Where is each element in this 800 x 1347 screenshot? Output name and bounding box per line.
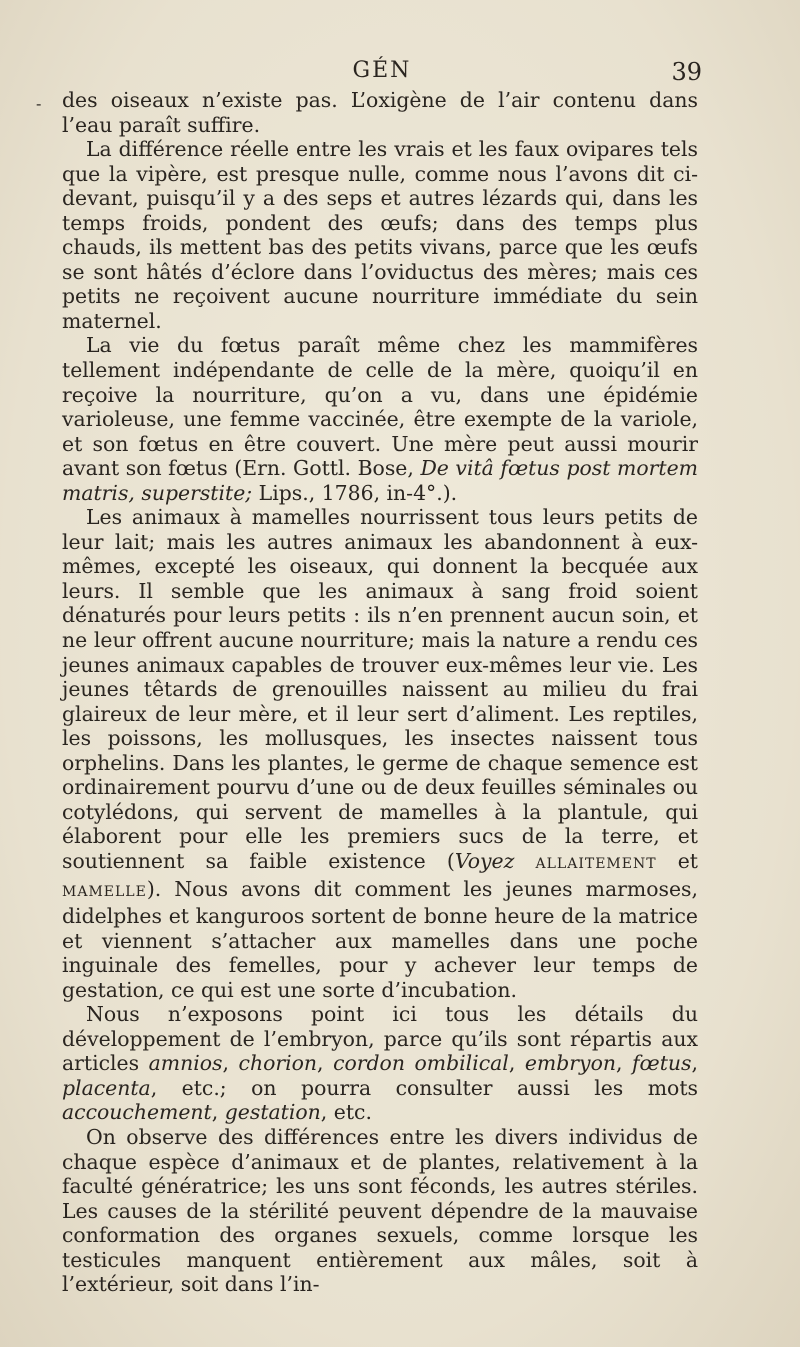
small-caps-run: MAMELLE bbox=[62, 883, 147, 900]
page-header bbox=[62, 58, 702, 88]
italic-run: De vitâ fœtus post mortem matris, superstite; bbox=[62, 456, 698, 505]
paragraph bbox=[62, 1002, 698, 1125]
paragraph bbox=[62, 505, 698, 1002]
paragraph bbox=[62, 333, 698, 505]
italic-run: Voyez bbox=[454, 848, 515, 873]
text-run: , bbox=[222, 1051, 239, 1076]
text-run: , etc.; on pourra consulter aussi les mots bbox=[150, 1075, 698, 1100]
text-run: Lips., 1786, in-4°.). bbox=[252, 480, 458, 505]
margin-mark: - bbox=[36, 94, 42, 113]
text-run: , etc. bbox=[320, 1100, 372, 1125]
text-run: On observe des différences entre les divers individus de chaque espèce d’animaux et de plantes, relativement à la faculté génératrice; les uns sont féconds, les autres stériles. Les causes de la stérilité peuvent dépendre de la mauvaise conformation des organes sexuels, comme lorsque les testicules manquent entièrement aux mâles, soit à l’extérieur, soit dans l’in- bbox=[62, 1124, 698, 1297]
text-run: , bbox=[691, 1051, 698, 1076]
italic-run: placenta bbox=[62, 1075, 151, 1100]
italic-run: embryon bbox=[524, 1051, 616, 1076]
text-run: ). Nous avons dit comment les jeunes marmoses, didelphes et kanguroos sortent de bonne heure de la matrice et viennent s’attacher aux mamelles dans une poche inguinale des femelles, pour y achever leur temps de gestation, ce qui est une sorte d’incubation. bbox=[62, 876, 698, 1002]
text-run: , bbox=[317, 1051, 334, 1076]
paragraph bbox=[62, 1125, 698, 1297]
running-title: GÉN bbox=[352, 58, 412, 83]
italic-run: accouchement bbox=[62, 1100, 212, 1125]
page-number: 39 bbox=[671, 58, 702, 86]
text-run: , bbox=[615, 1051, 632, 1076]
text-run: , bbox=[211, 1100, 225, 1125]
small-caps-run: ALLAITEMENT bbox=[535, 855, 657, 872]
text-run bbox=[514, 849, 535, 873]
text-run: Nous n’exposons point ici tous les détails du développement de l’embryon, parce qu’ils sont répartis aux articles bbox=[62, 1002, 698, 1076]
italic-run: amnios bbox=[148, 1051, 223, 1076]
text-run: La différence réelle entre les vrais et les faux ovipares tels que la vipère, est presque nulle, comme nous l’avons dit ci-devant, puisqu’il y a des seps et autres lézards qui, dans les temps froids, pondent des œufs; dans des temps plus chauds, ils mettent bas des petits vivans, parce que les œufs se sont hâtés d’éclore dans l’oviductus des mères; mais ces petits ne reçoivent aucune nourriture immédiate du sein maternel. bbox=[62, 137, 698, 333]
paragraph bbox=[62, 88, 698, 137]
italic-run: cordon ombilical bbox=[333, 1051, 509, 1076]
page-body bbox=[62, 88, 698, 1297]
text-run: La vie du fœtus paraît même chez les mammifères tellement indépendante de celle de la mère, quoiqu’il en reçoive la nourriture, qu’on a vu, dans une épidémie varioleuse, une femme vaccinée, être exempte de la variole, et son fœtus en être couvert. Une mère peut aussi mourir avant son fœtus (Ern. Gottl. Bose, bbox=[62, 333, 698, 481]
text-run: des oiseaux n’existe pas. L’oxigène de l’air contenu dans l’eau paraît suffire. bbox=[62, 88, 698, 137]
italic-run: gestation bbox=[224, 1100, 321, 1125]
paragraph bbox=[62, 137, 698, 333]
italic-run: fœtus bbox=[632, 1051, 692, 1076]
italic-run: chorion bbox=[238, 1051, 318, 1076]
text-run: , bbox=[508, 1051, 525, 1076]
text-run: Les animaux à mamelles nourrissent tous leurs petits de leur lait; mais les autres animaux les abandonnent à eux-mêmes, excepté les oiseaux, qui donnent la becquée aux leurs. Il semble que les animaux à sang froid soient dénaturés pour leurs petits : ils n’en prennent aucun soin, et ne leur offrent aucune nourriture; mais la nature a rendu ces jeunes animaux capables de trouver eux-mêmes leur vie. Les jeunes têtards de grenouilles naissent au milieu du frai glaireux de leur mère, et il leur sert d’aliment. Les reptiles, les poissons, les mollusques, les insectes naissent tous orphelins. Dans les plantes, le germe de chaque semence est ordinairement pourvu d’une ou de deux feuilles séminales ou cotylédons, qui servent de mamelles à la plantule, qui élaborent pour elle les premiers sucs de la terre, et soutiennent sa faible existence ( bbox=[62, 505, 698, 873]
text-run: et bbox=[656, 848, 698, 873]
